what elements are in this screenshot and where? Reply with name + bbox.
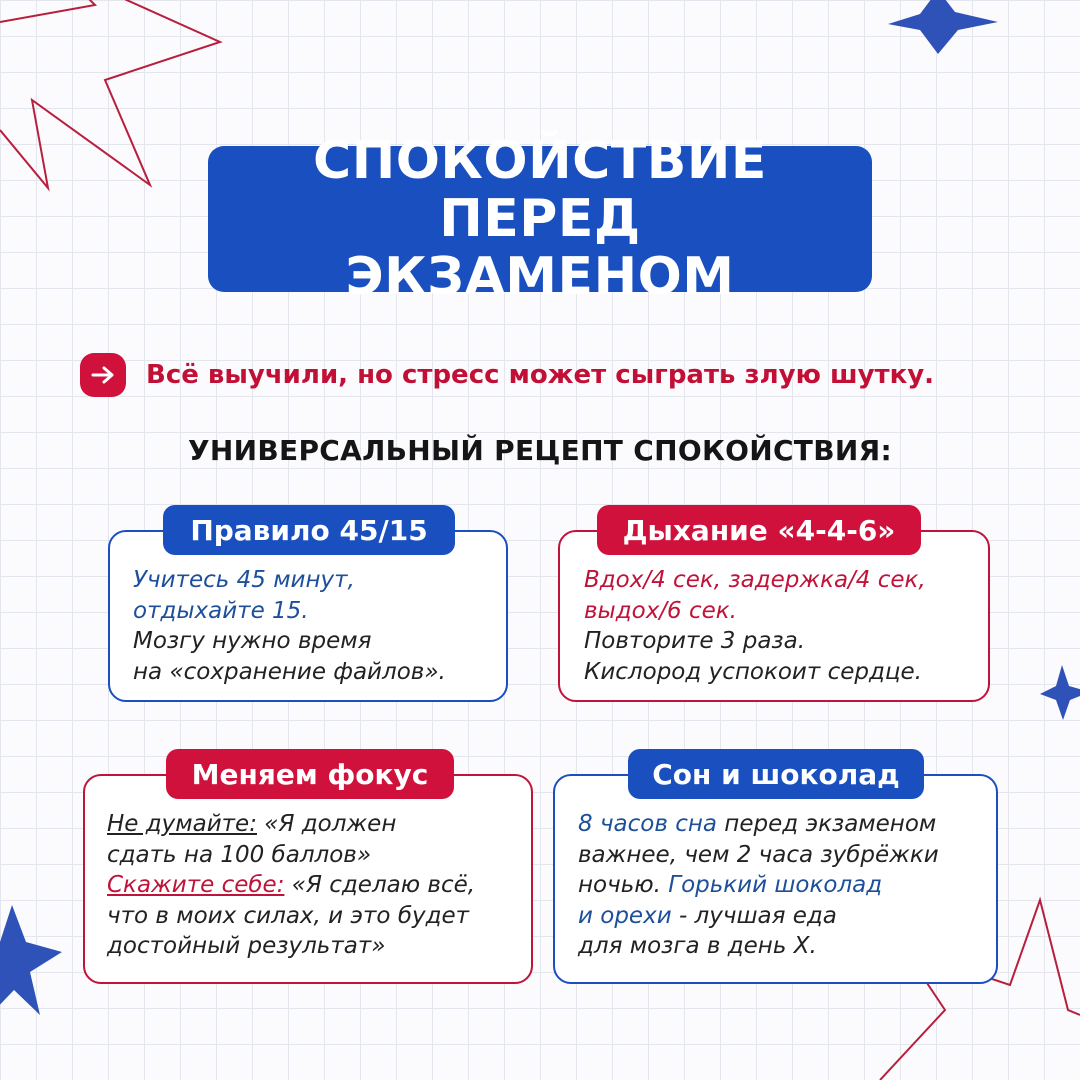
card-rule-line-1: Учитесь 45 минут, — [133, 567, 355, 593]
card-focus-tell-yourself-label: Скажите себе: — [107, 872, 285, 898]
card-rule-line-3: Мозгу нужно время — [133, 628, 372, 654]
card-rule-body — [133, 565, 446, 687]
card-sleep-line-3: ночью. Горький шоколад — [578, 872, 883, 898]
card-rule-line-2: отдыхайте 15. — [133, 597, 309, 624]
card-sleep-body — [578, 809, 939, 962]
card-focus-line-5: достойный результат» — [107, 933, 386, 959]
zigzag-star-outline-top-left — [0, 0, 220, 188]
card-focus-title: Меняем фокус — [166, 749, 454, 799]
card-focus-line-4: что в моих силах, и это будет — [107, 902, 470, 929]
title-line-2: ЭКЗАМЕНОМ — [345, 247, 735, 307]
blue-star-right — [1040, 665, 1080, 720]
card-sleep-line-5: для мозга в день Х. — [578, 933, 817, 959]
intro-text: Всё выучили, но стресс может сыграть злую шутку. — [146, 360, 935, 390]
card-rule-title: Правило 45/15 — [163, 505, 455, 555]
card-breathing-line-2: выдох/6 сек. — [584, 597, 737, 624]
card-focus-line-3: Скажите себе: «Я сделаю всё, — [107, 872, 476, 898]
card-focus-line-2: сдать на 100 баллов» — [107, 841, 372, 868]
title-banner — [208, 131, 872, 307]
card-breathing-line-1: Вдох/4 сек, задержка/4 сек, — [584, 567, 926, 593]
card-sleep-line-1: 8 часов сна перед экзаменом — [578, 811, 937, 837]
title-line-1: СПОКОЙСТВИЕ ПЕРЕД — [313, 131, 767, 249]
blue-star-bottom-left — [0, 905, 62, 1015]
card-rule-line-4: на «сохранение файлов». — [133, 658, 446, 685]
section-heading: УНИВЕРСАЛЬНЫЙ РЕЦЕПТ СПОКОЙСТВИЯ: — [188, 434, 892, 467]
card-focus-line-1: Не думайте: «Я должен — [107, 811, 397, 837]
card-sleep-title: Сон и шоколад — [628, 749, 924, 799]
card-breathing-line-3: Повторите 3 раза. — [584, 628, 806, 654]
card-breathing-body — [584, 565, 926, 687]
arrow-right-icon — [80, 353, 126, 397]
intro-row — [80, 352, 934, 398]
card-sleep-line-2: важнее, чем 2 часа зубрёжки — [578, 841, 939, 868]
card-breathing-title: Дыхание «4-4-6» — [597, 505, 921, 555]
blue-star-top-right — [888, 0, 998, 54]
card-focus-dont-think-label: Не думайте: — [107, 811, 257, 837]
card-sleep-line-4: и орехи - лучшая еда — [578, 902, 837, 929]
card-focus-body — [107, 809, 475, 962]
card-breathing-line-4: Кислород успокоит сердце. — [584, 658, 922, 685]
